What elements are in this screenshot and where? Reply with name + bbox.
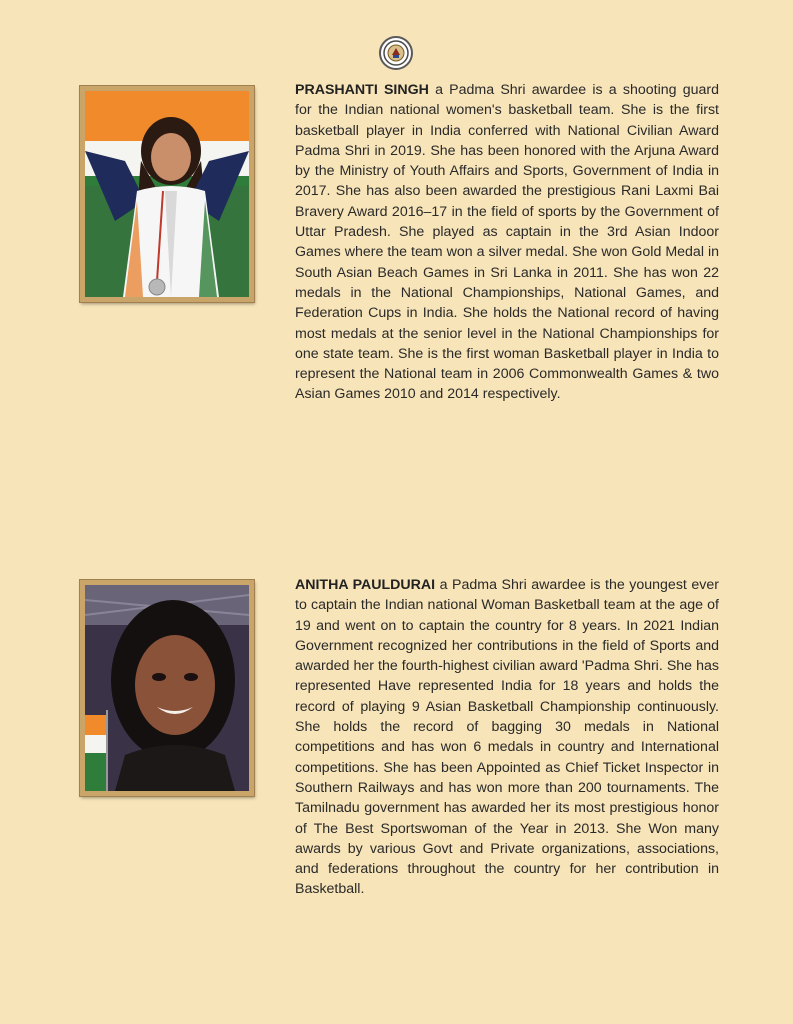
emblem-icon [379, 36, 413, 70]
profile-name: ANITHA PAULDURAI [295, 577, 436, 593]
portrait-photo-icon [80, 86, 254, 302]
profile-bio [295, 575, 719, 900]
profile-bio-text: a Padma Shri awardee is a shooting guard for the Indian national women's basketball team. She is the first basketball player in India conferred with National Civilian Award Padma Shri in 2019. She has been honored with the Arjuna Award by the Ministry of Youth Affairs and Sports, Government of India in 2017. She has also been awarded the prestigious Rani Laxmi Bai Bravery Award 2016–17 in the field of sports by the Government of Uttar Pradesh. She played as captain in the 3rd Asian Indoor Games where the team won a silver medal. She won Gold Medal in South Asian Beach Games in Sri Lanka in 2011. She has won 22 medals in the National Championships, National Games, and Federation Cups in India. She holds the National record of having most medals at the senior level in the National Championships for one state team. She is the first woman Basketball player in India to represent the National team in 2006 Commonwealth Games & two Asian Games 2010 and 2014 respectively. [295, 82, 719, 403]
profile-name: PRASHANTI SINGH [295, 82, 429, 98]
profile-bio [295, 80, 719, 405]
portrait-photo-icon [80, 580, 254, 796]
profile-bio-text: a Padma Shri awardee is the youngest ever to captain the Indian national Woman Basketball team at the age of 19 and went on to captain the country for 8 years. In 2021 Indian Government recognized her contributions in the field of Sports and awarded her the fourth-highest civilian award 'Padma Shri. She has represented Have represented India for 18 years and holds the record of playing 9 Asian Basketball Championship continuously. She holds the record of bagging 30 medals in National competitions and has won 6 medals in country and International competitions. She has been Appointed as Chief Ticket Inspector in Southern Railways and has won more than 200 tournaments. The Tamilnadu government has awarded her its most prestigious honor of The Best Sportswoman of the Year in 2013. She Won many awards by various Govt and Private organizations, associations, and federations throughout the country for her contribution in Basketball. [295, 577, 719, 898]
